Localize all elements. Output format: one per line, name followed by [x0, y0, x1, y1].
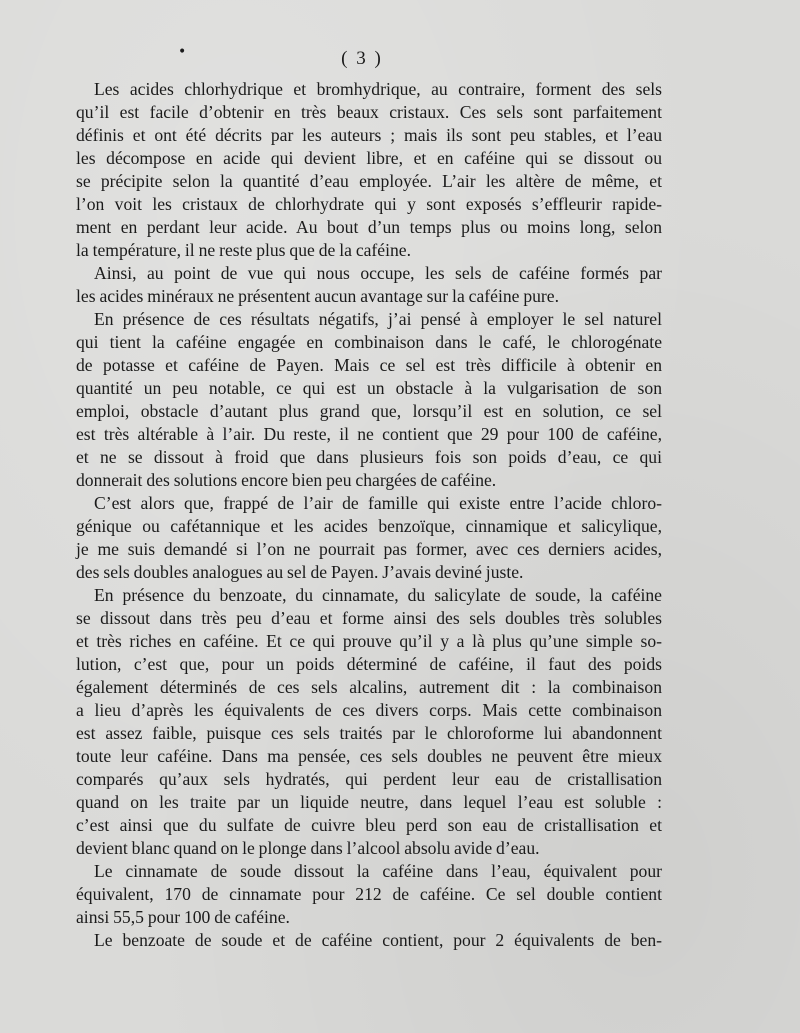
text-line: qu’il est facile d’obtenir en très beaux cristaux. Ces sels sont parfaitement [76, 102, 662, 122]
text-line: équivalent, 170 de cinnamate pour 212 de caféine. Ce sel double contient [76, 884, 662, 904]
text-line: donnerait des solutions encore bien peu chargées de caféine. [76, 470, 497, 490]
paragraph [76, 929, 662, 952]
text-line: également déterminés de ces sels alcalins, autrement dit : la combinaison [76, 677, 662, 697]
paragraph [76, 78, 662, 262]
text-line: la température, il ne reste plus que de la caféine. [76, 240, 411, 260]
text-line: des sels doubles analogues au sel de Payen. J’avais deviné juste. [76, 562, 524, 582]
paragraph [76, 860, 662, 929]
text-line: de potasse et caféine de Payen. Mais ce sel est très difficile à obtenir en [76, 355, 662, 375]
text-line: est assez faible, puisque ces sels traités par le chloroforme lui abandonnent [76, 723, 662, 743]
text-line: définis et ont été décrits par les auteurs ; mais ils sont peu stables, et l’eau [76, 125, 662, 145]
text-line: ainsi 55,5 pour 100 de caféine. [76, 907, 290, 927]
text-line: Les acides chlorhydrique et bromhydrique, au contraire, forment des sels [94, 79, 662, 99]
text-line: qui tient la caféine engagée en combinaison dans le café, le chlorogénate [76, 332, 662, 352]
text-line: devient blanc quand on le plonge dans l’alcool absolu avide d’eau. [76, 838, 540, 858]
paragraph [76, 262, 662, 308]
text-line: En présence de ces résultats négatifs, j’ai pensé à employer le sel naturel [94, 309, 662, 329]
text-line: quantité un peu notable, ce qui est un obstacle à la vulgarisation de son [76, 378, 662, 398]
text-line: l’on voit les cristaux de chlorhydrate qui y sont exposés s’effleurir rapide- [76, 194, 662, 214]
text-line: quand on les traite par un liquide neutre, dans lequel l’eau est soluble : [76, 792, 662, 812]
text-line: En présence du benzoate, du cinnamate, du salicylate de soude, la caféine [94, 585, 662, 605]
text-line: et ne se dissout à froid que dans plusieurs fois son poids d’eau, ce qui [76, 447, 662, 467]
text-line: lution, c’est que, pour un poids déterminé de caféine, il faut des poids [76, 654, 662, 674]
page-mark: • [178, 44, 187, 60]
text-line: Le cinnamate de soude dissout la caféine dans l’eau, équivalent pour [94, 861, 662, 881]
paragraph [76, 584, 662, 860]
text-line: génique ou cafétannique et les acides benzoïque, cinnamique et salicylique, [76, 516, 662, 536]
text-line: et très riches en caféine. Et ce qui prouve qu’il y a là plus qu’une simple so- [76, 631, 662, 651]
text-line: Ainsi, au point de vue qui nous occupe, les sels de caféine formés par [94, 263, 662, 283]
paragraph [76, 492, 662, 584]
text-line: C’est alors que, frappé de l’air de famille qui existe entre l’acide chloro- [94, 493, 662, 513]
text-line: est très altérable à l’air. Du reste, il ne contient que 29 pour 100 de caféine, [76, 424, 662, 444]
text-line: je me suis demandé si l’on ne pourrait pas former, avec ces derniers acides, [76, 539, 662, 559]
text-line: comparés qu’aux sels hydratés, qui perdent leur eau de cristallisation [76, 769, 662, 789]
text-line: emploi, obstacle d’autant plus grand que, lorsqu’il est en solution, ce sel [76, 401, 662, 421]
text-line: a lieu d’après les équivalents de ces divers corps. Mais cette combinaison [76, 700, 662, 720]
text-line: toute leur caféine. Dans ma pensée, ces sels doubles ne peuvent être mieux [76, 746, 662, 766]
text-line: Le benzoate de soude et de caféine contient, pour 2 équivalents de ben- [94, 930, 662, 950]
paragraph [76, 308, 662, 492]
text-line: se dissout dans très peu d’eau et forme ainsi des sels doubles très solubles [76, 608, 662, 628]
text-line: c’est ainsi que du sulfate de cuivre bleu perd son eau de cristallisation et [76, 815, 662, 835]
text-line: ment en perdant leur acide. Au bout d’un temps plus ou moins long, selon [76, 217, 662, 237]
text-line: les décompose en acide qui devient libre, et en caféine qui se dissout ou [76, 148, 662, 168]
text-line: les acides minéraux ne présentent aucun avantage sur la caféine pure. [76, 286, 559, 306]
text-line: se précipite selon la quantité d’eau employée. L’air les altère de même, et [76, 171, 662, 191]
page-number: ( 3 ) [341, 48, 383, 69]
body-text [76, 78, 662, 952]
